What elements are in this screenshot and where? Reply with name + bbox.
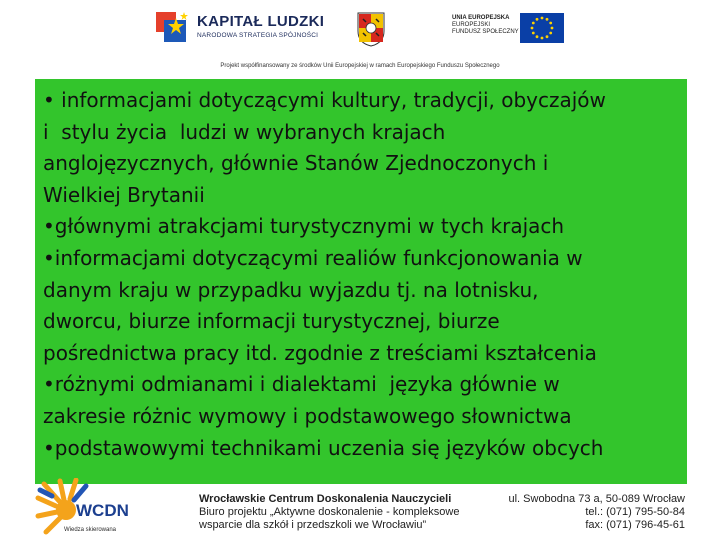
footer-address: ul. Swobodna 73 a, 50-089 Wrocław bbox=[508, 493, 685, 505]
footer-project-line-2: wsparcie dla szkół i przedszkoli we Wrocławiu” bbox=[199, 519, 427, 531]
content-line: anglojęzycznych, głównie Stanów Zjednoczonych i bbox=[43, 151, 549, 176]
wroclaw-crest-icon bbox=[356, 11, 386, 47]
content-line: zakresie różnic wymowy i podstawowego słownictwa bbox=[43, 403, 572, 428]
content-line: • informacjami dotyczącymi kultury, tradycji, obyczajów bbox=[43, 88, 606, 112]
eu-label bbox=[452, 15, 519, 36]
kapital-ludzki-logo-icon bbox=[154, 8, 194, 48]
footer-project-line-1: Biuro projektu „Aktywne doskonalenie - kompleksowe bbox=[199, 506, 460, 518]
content-line: danym kraju w przypadku wyjazdu tj. na lotnisku, bbox=[43, 277, 539, 302]
content-text bbox=[43, 85, 683, 464]
kapital-ludzki-brand bbox=[197, 13, 324, 39]
content-line: pośrednictwa pracy itd. zgodnie z treściami kształcenia bbox=[43, 340, 597, 365]
eu-label-line-1: UNIA EUROPEJSKA bbox=[452, 15, 510, 21]
footer-institution-title: Wrocławskie Centrum Doskonalenia Nauczycieli bbox=[199, 493, 452, 505]
kapital-ludzki-subtitle: NARODOWA STRATEGIA SPÓJNOŚCI bbox=[197, 32, 319, 39]
content-line: •głównymi atrakcjami turystycznymi w tych krajach bbox=[43, 214, 565, 239]
eu-label-line-2: EUROPEJSKI bbox=[452, 22, 491, 28]
content-line: Wielkiej Brytanii bbox=[43, 182, 205, 207]
footer-fax: fax: (071) 796-45-61 bbox=[585, 519, 685, 531]
wcdn-logo-text: WCDN bbox=[76, 501, 129, 520]
content-line: i stylu życia ludzi w wybranych krajach bbox=[43, 119, 446, 144]
content-line: •podstawowymi technikami uczenia się języków obcych bbox=[43, 435, 604, 460]
cofinancing-caption: Projekt współfinansowany ze środków Unii Europejskiej w ramach Europejskiego Funduszu Społecznego bbox=[220, 63, 500, 69]
eu-label-line-3: FUNDUSZ SPOŁECZNY bbox=[452, 29, 519, 35]
kapital-ludzki-title: KAPITAŁ LUDZKI bbox=[197, 13, 325, 30]
wcdn-logo-subtitle: Wiedza skierowana bbox=[64, 527, 117, 533]
footer-phone: tel.: (071) 795-50-84 bbox=[585, 506, 685, 518]
content-line: •informacjami dotyczącymi realiów funkcjonowania w bbox=[43, 245, 583, 270]
eu-flag-icon bbox=[520, 13, 564, 43]
content-line: •różnymi odmianami i dialektami języka głównie w bbox=[43, 372, 560, 397]
content-line: dworcu, biurze informacji turystycznej, biurze bbox=[43, 309, 500, 334]
footer-contact bbox=[508, 493, 685, 532]
footer-institution bbox=[199, 493, 459, 532]
